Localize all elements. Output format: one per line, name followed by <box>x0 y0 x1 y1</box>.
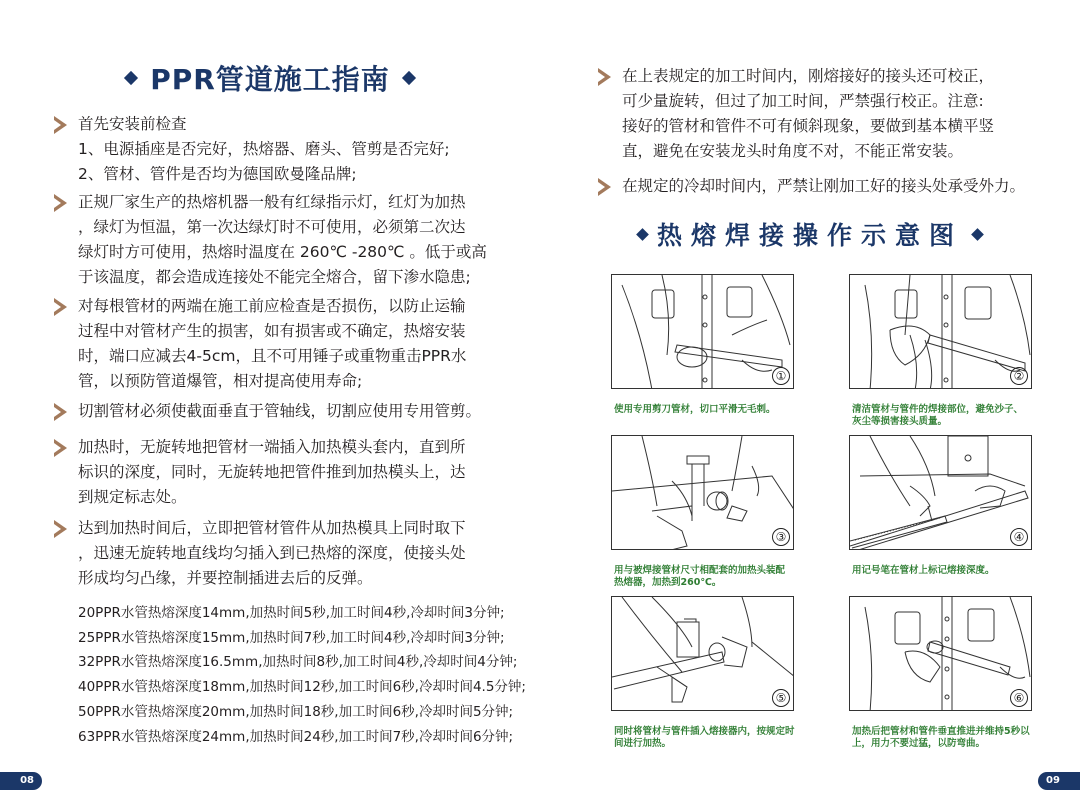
spec-row: 63PPR水管热熔深度24mm,加热时间24秒,加工时间7秒,冷却时间6分钟; <box>78 728 514 745</box>
step-caption: 加热后把管材和管件垂直推进并维持5秒以 上，用力不要过猛，以防弯曲。 <box>852 726 1030 749</box>
step-illustration-push-join <box>849 596 1032 711</box>
step-number: ② <box>1010 367 1028 385</box>
bullet-correction: 在上表规定的加工时间内，刚熔接好的接头还可校正， 可少量旋转，但过了加工时间，严禁强行校正。注意: 接好的管材和管件不可有倾斜现象，要做到基本横平竖 直，避免在安装龙头时角度不对，不能正常安装。 <box>598 64 1068 164</box>
diamond-icon <box>636 228 649 241</box>
step-illustration-insert-heat <box>611 596 794 711</box>
step-number: ④ <box>1010 528 1028 546</box>
step-number: ③ <box>772 528 790 546</box>
page-number-right: 09 <box>1038 772 1080 790</box>
bullet-pipe-inspection: 对每根管材的两端在施工前应检查是否损伤，以防止运输 过程中对管材产生的损害，如有损害或不确定，热熔安装 时，端口应减去4-5cm，且不可用锤子或重物重击PPR水 管，以预防管道爆管，相对提高使用寿命; <box>54 294 504 394</box>
step-caption: 同时将管材与管件插入熔接器内，按规定时 间进行加热。 <box>614 726 795 749</box>
chevron-right-icon <box>54 298 67 316</box>
bullet-heating: 加热时，无旋转地把管材一端插入加热模头套内，直到所 标识的深度，同时，无旋转地把管件推到加热模头上，达 到规定标志处。 <box>54 435 504 510</box>
step-illustration-mark-depth <box>849 435 1032 550</box>
section-title: 热熔焊接操作示意图 <box>540 216 1080 252</box>
step-caption: 使用专用剪刀管材，切口平滑无毛刺。 <box>614 404 776 415</box>
chevron-right-icon <box>54 439 67 457</box>
step-illustration-assemble-heater <box>611 435 794 550</box>
diamond-icon <box>124 71 138 85</box>
diamond-icon <box>402 71 416 85</box>
step-illustration-cut-pipe <box>611 274 794 389</box>
bullet-pre-install-check: 首先安装前检查 1、电源插座是否完好，热熔器、磨头、管剪是否完好; 2、管材、管件是否均为德国欧曼隆品牌; <box>54 112 504 187</box>
step-caption: 用记号笔在管材上标记熔接深度。 <box>852 565 995 576</box>
spec-row: 25PPR水管热熔深度15mm,加热时间7秒,加工时间4秒,冷却时间3分钟; <box>78 629 505 646</box>
chevron-right-icon <box>598 178 611 196</box>
bullet-cutting: 切割管材必须使截面垂直于管轴线，切割应使用专用管剪。 <box>54 399 504 424</box>
bullet-cooling: 在规定的冷却时间内，严禁让刚加工好的接头处承受外力。 <box>598 174 1068 199</box>
step-illustration-clean-pipe <box>849 274 1032 389</box>
spec-list <box>78 601 526 749</box>
chevron-right-icon <box>598 68 611 86</box>
bullet-joining: 达到加热时间后，立即把管材管件从加热模具上同时取下 ，迅速无旋转地直线均匀插入到已热熔的深度，使接头处 形成均匀凸缘，并要控制插进去后的反弹。 <box>54 516 504 591</box>
step-number: ⑤ <box>772 689 790 707</box>
spec-row: 20PPR水管热熔深度14mm,加热时间5秒,加工时间4秒,冷却时间3分钟; <box>78 605 505 621</box>
spec-row: 50PPR水管热熔深度20mm,加热时间18秒,加工时间6秒,冷却时间5分钟; <box>78 703 514 720</box>
page-title: PPR管道施工指南 <box>0 58 540 98</box>
chevron-right-icon <box>54 403 67 421</box>
bullet-indicator-lights: 正规厂家生产的热熔机器一般有红绿指示灯，红灯为加热 ，绿灯为恒温，第一次达绿灯时不可使用，必须第二次达 绿灯时方可使用，热熔时温度在 260℃ -280℃ 。低于或高 于该温度，都会造成连接处不能完全熔合，留下渗水隐患; <box>54 190 504 290</box>
step-number: ⑥ <box>1010 689 1028 707</box>
spec-row: 32PPR水管热熔深度16.5mm,加热时间8秒,加工时间4秒,冷却时间4分钟; <box>78 654 518 671</box>
page-number-left: 08 <box>0 772 42 790</box>
spec-row: 40PPR水管热熔深度18mm,加热时间12秒,加工时间6秒,冷却时间4.5分钟; <box>78 679 526 696</box>
chevron-right-icon <box>54 194 67 212</box>
chevron-right-icon <box>54 116 67 134</box>
diamond-icon <box>971 228 984 241</box>
chevron-right-icon <box>54 520 67 538</box>
step-number: ① <box>772 367 790 385</box>
step-caption: 用与被焊接管材尺寸相配套的加热头装配 热熔器，加热到260℃。 <box>614 565 786 588</box>
right-page <box>540 0 1080 810</box>
step-caption: 清洁管材与管件的焊接部位，避免沙子、 灰尘等损害接头质量。 <box>852 404 1024 427</box>
